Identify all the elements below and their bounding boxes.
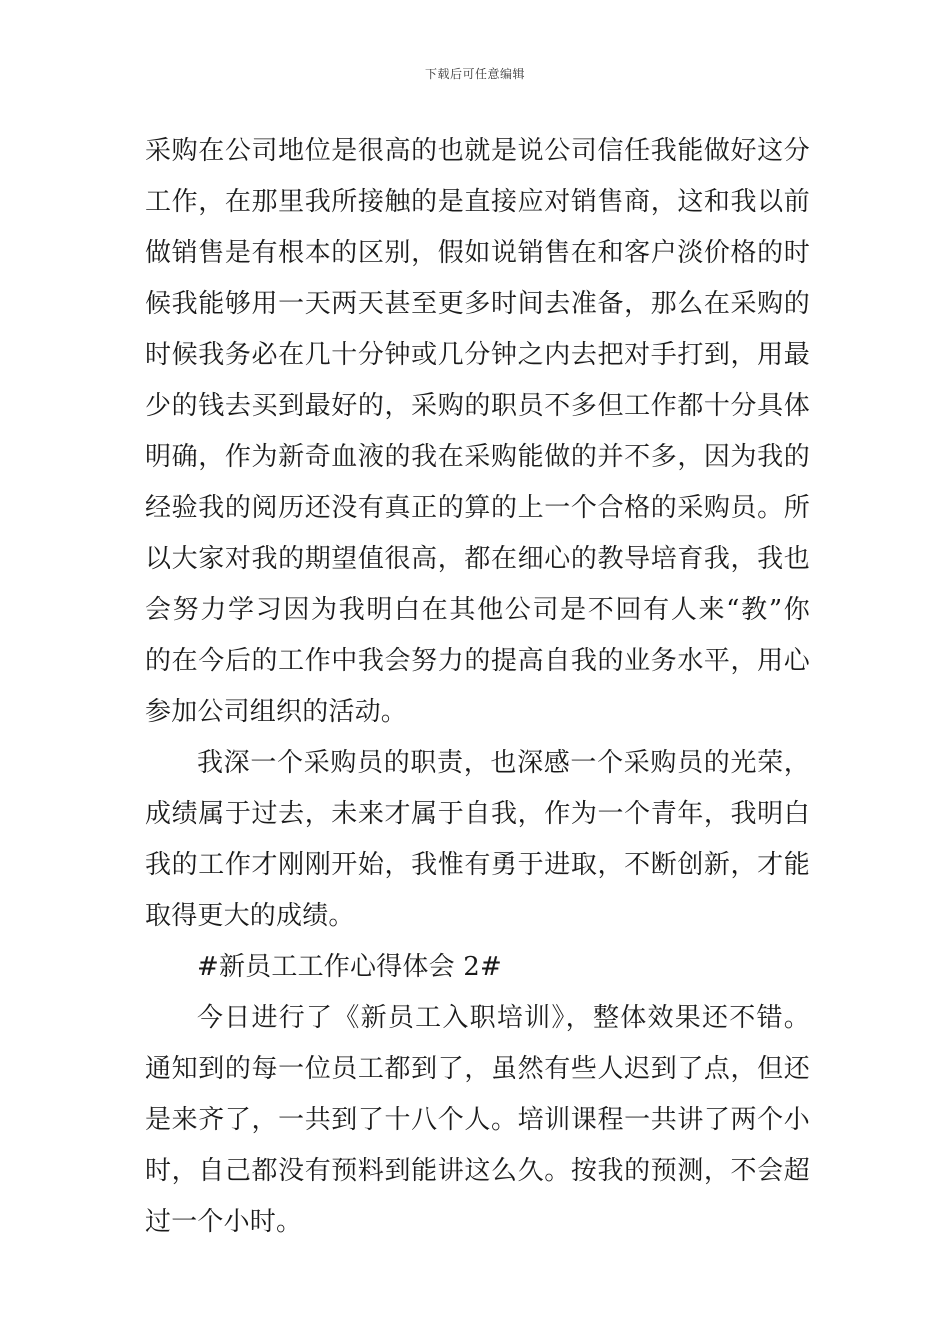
- paragraph-line: 取得更大的成绩。: [145, 901, 355, 931]
- paragraph-line: 少的钱去买到最好的，采购的职员不多但工作都十分具体: [145, 391, 810, 421]
- paragraph-line: 时，自己都没有预料到能讲这么久。按我的预测，不会超: [145, 1156, 810, 1186]
- document-body: [145, 126, 810, 1248]
- paragraph-line: 的在今后的工作中我会努力的提高自我的业务水平，用心: [145, 646, 810, 676]
- header-note: 下载后可任意编辑: [424, 67, 525, 81]
- paragraph-line: 今日进行了《新员工入职培训》，整体效果还不错。: [197, 1003, 810, 1033]
- paragraph-line: 明确，作为新奇血液的我在采购能做的并不多，因为我的: [145, 442, 810, 472]
- paragraph-line: 通知到的每一位员工都到了，虽然有些人迟到了点，但还: [145, 1054, 810, 1084]
- paragraph-line: 我深一个采购员的职责，也深感一个采购员的光荣，: [197, 748, 810, 778]
- paragraph-line: 会努力学习因为我明白在其他公司是不回有人来“教”你: [145, 595, 810, 625]
- paragraph-line: 工作，在那里我所接触的是直接应对销售商，这和我以前: [145, 187, 810, 217]
- paragraph-line: 做销售是有根本的区别，假如说销售在和客户淡价格的时: [145, 238, 810, 268]
- paragraph-line: 成绩属于过去，未来才属于自我，作为一个青年，我明白: [145, 799, 810, 829]
- paragraph-line: 以大家对我的期望值很高，都在细心的教导培育我，我也: [145, 544, 810, 574]
- paragraph-line: 经验我的阅历还没有真正的算的上一个合格的采购员。所: [145, 493, 810, 523]
- paragraph-line: 我的工作才刚刚开始，我惟有勇于进取，不断创新，才能: [145, 850, 810, 880]
- paragraph-line: 过一个小时。: [145, 1207, 303, 1237]
- section-heading: #新员工工作心得体会 2#: [197, 952, 502, 982]
- paragraph-line: 是来齐了，一共到了十八个人。培训课程一共讲了两个小: [145, 1105, 810, 1135]
- paragraph-line: 时候我务必在几十分钟或几分钟之内去把对手打到，用最: [145, 340, 810, 370]
- paragraph-line: 参加公司组织的活动。: [145, 697, 408, 727]
- paragraph-line: 采购在公司地位是很高的也就是说公司信任我能做好这分: [145, 136, 810, 166]
- paragraph-line: 候我能够用一天两天甚至更多时间去准备，那么在采购的: [145, 289, 810, 319]
